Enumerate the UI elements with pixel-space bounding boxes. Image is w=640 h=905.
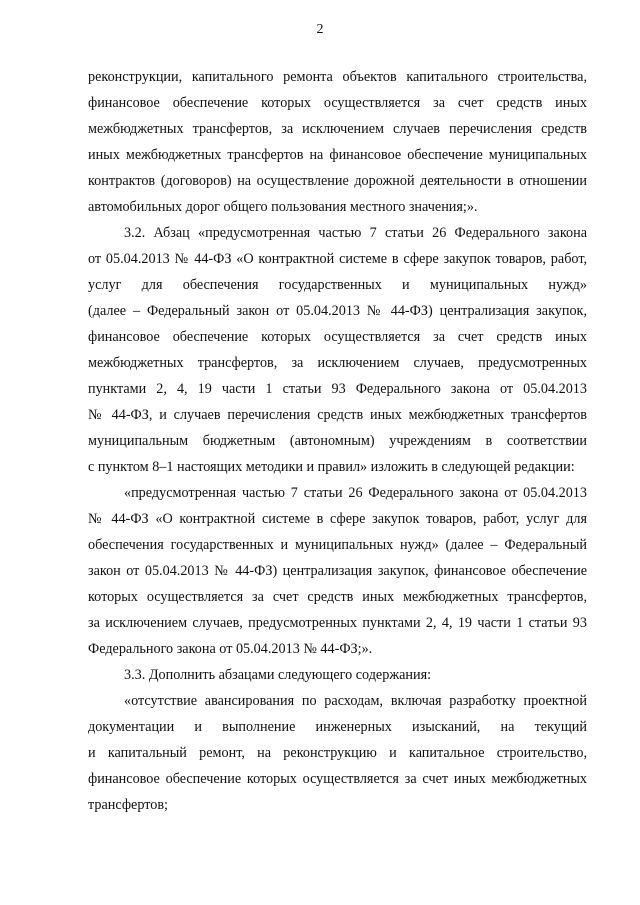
text-line: № 44-ФЗ «О контрактной системе в сфере закупок товаров, работ, услуг для <box>88 511 587 527</box>
text-line: муниципальным бюджетным (автономным) учреждениям в соответствии <box>88 433 587 449</box>
text-line: «отсутствие авансирования по расходам, включая разработку проектной <box>124 693 587 709</box>
text-line: автомобильных дорог общего пользования местного значения;». <box>88 199 478 215</box>
text-line: № 44-ФЗ, и случаев перечисления средств иных межбюджетных трансфертов <box>88 407 587 423</box>
text-line: с пунктом 8–1 настоящих методики и правил» изложить в следующей редакции: <box>88 459 575 475</box>
text-line: финансовое обеспечение которых осуществляется за счет средств иных <box>88 329 587 345</box>
text-line: пунктами 2, 4, 19 части 1 статьи 93 Федерального закона от 05.04.2013 <box>88 381 587 397</box>
page-number: 2 <box>316 22 324 37</box>
text-line: реконструкции, капитального ремонта объектов капитального строительства, <box>88 69 587 85</box>
text-line: которых осуществляется за счет средств иных межбюджетных трансфертов, <box>88 589 587 605</box>
text-line: за исключением случаев, предусмотренных пунктами 2, 4, 19 части 1 статьи 93 <box>88 615 587 631</box>
text-line: финансовое обеспечение которых осуществляется за счет иных межбюджетных <box>88 771 587 787</box>
text-line: финансовое обеспечение которых осуществляется за счет средств иных <box>88 95 587 111</box>
text-line: контрактов (договоров) на осуществление дорожной деятельности в отношении <box>88 173 587 189</box>
text-line: межбюджетных трансфертов, за исключением случаев перечисления средств <box>88 121 587 137</box>
text-line: (далее – Федеральный закон от 05.04.2013 № 44-ФЗ) централизация закупок, <box>88 303 587 319</box>
text-line: документации и выполнение инженерных изысканий, на текущий <box>88 719 587 735</box>
text-line: закон от 05.04.2013 № 44-ФЗ) централизация закупок, финансовое обеспечение <box>88 563 587 579</box>
text-line: Федерального закона от 05.04.2013 № 44-ФЗ;». <box>88 641 373 657</box>
text-line: 3.3. Дополнить абзацами следующего содержания: <box>124 667 432 683</box>
text-line: трансфертов; <box>88 797 168 813</box>
text-line: иных межбюджетных трансфертов на финансовое обеспечение муниципальных <box>88 147 587 163</box>
text-line: от 05.04.2013 № 44-ФЗ «О контрактной системе в сфере закупок товаров, работ, <box>88 251 587 267</box>
text-line: «предусмотренная частью 7 статьи 26 Федерального закона от 05.04.2013 <box>124 485 587 501</box>
text-line: услуг для обеспечения государственных и муниципальных нужд» <box>88 277 587 293</box>
text-line: 3.2. Абзац «предусмотренная частью 7 статьи 26 Федерального закона <box>124 225 587 241</box>
text-line: и капитальный ремонт, на реконструкцию и капитальное строительство, <box>88 745 587 761</box>
text-line: межбюджетных трансфертов, за исключением случаев, предусмотренных <box>88 355 587 371</box>
text-line: обеспечения государственных и муниципальных нужд» (далее – Федеральный <box>88 537 587 553</box>
